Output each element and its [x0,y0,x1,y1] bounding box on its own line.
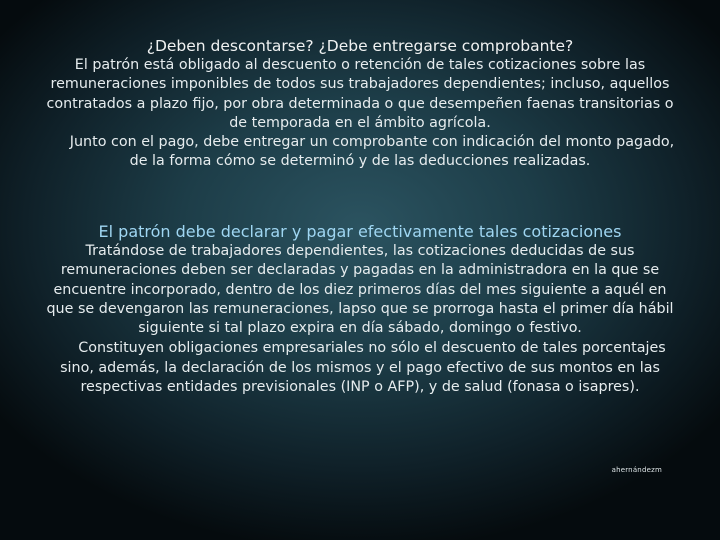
section-descuento [40,37,680,172]
paragraph-plazo-pago: Tratándose de trabajadores dependientes, las cotizaciones deducidas de sus remuneraciones deben ser declaradas y pagadas en la administradora en la que se encuentre incorporado, dentro de los diez primeros días del mes siguiente a aquél en que se devengaron las remuneraciones, lapso que se prorroga hasta el primer día hábil siguiente si tal plazo expira en día sábado, domingo o festivo. [46,243,674,337]
paragraph-comprobante: Junto con el pago, debe entregar un comprobante con indicación del monto pagado, de la forma cómo se determinó y de las deducciones realizadas. [69,134,675,170]
section-title: ¿Deben descontarse? ¿Debe entregarse comprobante? [146,37,574,55]
paragraph-obligaciones-empresariales: Constituyen obligaciones empresariales no sólo el descuento de tales porcentajes sino, además, la declaración de los mismos y el pago efectivo de sus montos en las respectivas entidades previsionales (INP o AFP), y de salud (fonasa o isapres). [60,340,666,396]
section-title: El patrón debe declarar y pagar efectivamente tales cotizaciones [98,222,622,241]
paragraph-obligacion-descuento: El patrón está obligado al descuento o retención de tales cotizaciones sobre las remuneraciones imponibles de todos sus trabajadores dependientes; incluso, aquellos contratados a plazo fijo, por obra determinada o que desempeñen faenas transitorias o de temporada en el ámbito agrícola. [46,57,674,131]
section-declaracion [40,222,680,397]
author-signature: ahernándezm [611,466,662,474]
